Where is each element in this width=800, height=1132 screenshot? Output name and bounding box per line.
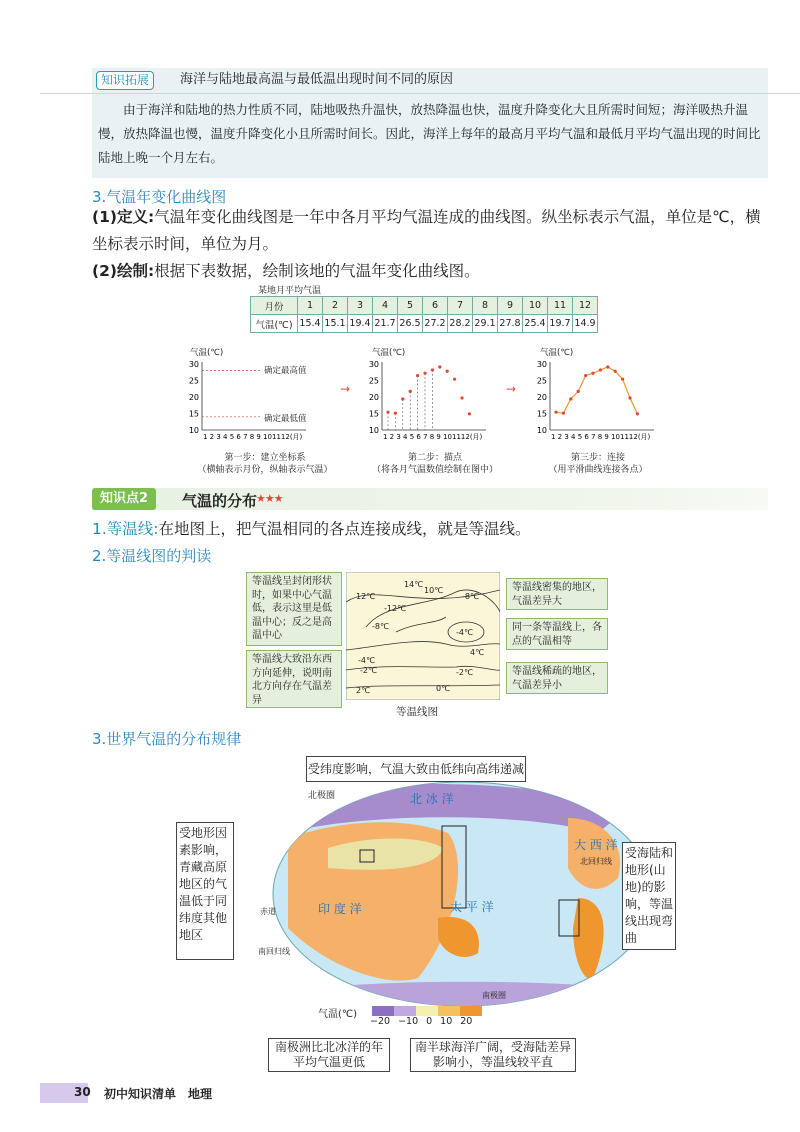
y-tick-label: 30 [536,360,547,369]
label-arctic-circle: 北极圈 [308,791,336,801]
data-point [562,412,565,415]
step2-chart [369,360,486,440]
y-tick-label: 20 [188,393,199,402]
step1-title: 第一步：建立坐标系 [224,453,306,463]
label-tropic-s: 南回归线 [258,947,290,956]
x-tick-labels: 1 2 3 4 5 6 7 8 9 101112(月) [383,433,483,440]
iso-label: -4℃ [358,656,375,665]
legend-scale [372,1006,482,1016]
kp2-title: 气温的分布 [182,492,258,510]
data-point [577,390,580,393]
map-caption: 等温线图 [396,706,438,718]
data-point [599,368,602,371]
table-cell: 25.4 [523,315,548,333]
data-point [569,397,572,400]
y-tick-label: 10 [188,426,199,435]
table-cell: 21.7 [373,315,398,333]
data-point [460,396,463,399]
note-latitude: 受纬度影响，气温大致由低纬向高纬递减 [306,756,526,782]
table-header: 气温(℃) [251,315,298,333]
step3-title: 第三步：连接 [570,453,625,463]
section3-draw [92,258,772,285]
y-tick-label: 20 [368,393,379,402]
kp2-tag: 知识点2 [92,488,156,510]
legend-tick: 10 [440,1016,453,1027]
step3-note: （用平滑曲线连接各点） [548,465,648,475]
y-tick-label: 15 [188,409,199,419]
legend-tick: 20 [460,1016,473,1027]
legend-swatch [460,1006,482,1016]
label-arctic-ocean: 北 冰 洋 [410,792,454,806]
iso-label: 14℃ [404,580,424,589]
legend-title: 气温(℃) [318,1009,358,1020]
callout-same-line: 同一条等温线上，各点的气温相等 [506,618,608,650]
note-antarctica: 南极洲比北冰洋的年平均气温更低 [268,1038,390,1072]
label-indian-ocean: 印 度 洋 [318,902,362,916]
y-tick-label: 25 [536,376,547,386]
item1-head: 1.等温线: [92,520,159,538]
table-cell: 27.2 [423,315,448,333]
label-equator: 赤道 [260,907,276,916]
step2-caption [360,452,510,476]
iso-label: 12℃ [356,592,376,601]
data-point [409,390,412,393]
page-number: 30 [74,1085,91,1099]
step3-caption [528,452,668,476]
star-icon: ★★★ [256,492,283,505]
iso-label: 10℃ [424,586,444,595]
data-point [386,411,389,414]
step1-ylabel: 气温(℃) [190,348,224,358]
table-cell: 2 [323,297,348,315]
draw-label: (2)绘制: [92,262,155,280]
callout-sparse: 等温线稀疏的地区，气温差异小 [506,662,608,694]
data-point [621,378,624,381]
step1-caption [180,452,350,476]
iso-label: 2℃ [356,686,371,695]
table-cell: 5 [398,297,423,315]
header-rule [40,93,800,94]
iso-label: -8℃ [372,622,389,631]
data-point [591,372,594,375]
table-cell: 15.1 [323,315,348,333]
data-point [614,370,617,373]
step2-ylabel: 气温(℃) [372,348,406,358]
table-row-temps [251,315,598,333]
legend-tick: 0 [426,1016,433,1027]
note-terrain: 受地形因素影响，青藏高原地区的气温低于同纬度其他地区 [176,822,234,960]
y-tick-label: 10 [536,426,547,435]
table-cell: 19.7 [548,315,573,333]
step1-note: （横轴表示月份，纵轴表示气温） [197,465,333,475]
draw-text: 根据下表数据，绘制该地的气温年变化曲线图。 [154,262,480,280]
data-point [606,365,609,368]
iso-label: -4℃ [456,628,473,637]
extension-title: 海洋与陆地最高温与最低温出现时间不同的原因 [180,72,454,87]
section3-title: 3.气温年变化曲线图 [92,188,227,206]
y-tick-label: 15 [368,409,379,419]
label-atlantic-ocean: 大 西 洋 [574,838,618,852]
legend-tick: −20 [370,1016,391,1027]
iso-label: -12℃ [384,604,407,613]
table-cell: 26.5 [398,315,423,333]
y-tick-label: 30 [188,360,199,369]
legend-tick: −10 [398,1016,419,1027]
x-tick-labels: 1 2 3 4 5 6 7 8 9 101112(月) [551,433,651,440]
table-cell: 29.1 [473,315,498,333]
data-point [446,370,449,373]
world-title: 3.世界气温的分布规律 [92,730,242,748]
temperature-line [556,367,637,414]
temperature-table [250,296,598,333]
section3-definition [92,204,772,258]
y-tick-label: 15 [536,409,547,419]
footer-text: 初中知识清单 地理 [104,1087,213,1101]
step2-note: （将各月气温数值绘制在图中） [371,465,498,475]
callout-closed-isotherm: 等温线呈封闭形状时，如果中心气温低，表示这里是低温中心；反之是高温中心 [246,572,342,646]
step2-title: 第二步：描点 [407,453,462,463]
arrow-icon: → [340,382,351,396]
iso-label: 0℃ [436,684,451,693]
data-point [394,412,397,415]
table-cell: 10 [523,297,548,315]
label-tropic-n: 北回归线 [580,857,612,866]
extension-body: 由于海洋和陆地的热力性质不同，陆地吸热升温快，放热降温也快，温度升降变化大且所需时间短；海洋吸热升温慢，放热降温也慢，温度升降变化小且所需时间长。因此，海洋上每年的最高月平均气温和最低月平均气温出现的时间比陆地上晚一个月左右。 [98,102,761,165]
item1-text: 在地图上，把气温相同的各点连接成线，就是等温线。 [158,520,531,538]
y-tick-label: 25 [188,376,199,386]
table-cell: 1 [298,297,323,315]
table-cell: 11 [548,297,573,315]
table-cell: 4 [373,297,398,315]
data-point [453,378,456,381]
data-point [584,374,587,377]
kp2-item2-head: 2.等温线图的判读 [92,547,212,565]
iso-label: -2℃ [456,668,473,677]
step3-chart [537,360,654,440]
definition-label: (1)定义: [92,208,155,226]
table-cell: 19.4 [348,315,373,333]
world-map [268,778,658,1010]
data-point [636,412,639,415]
table-cell: 9 [498,297,523,315]
y-tick-label: 25 [368,376,379,386]
iso-label: 4℃ [470,648,485,657]
y-tick-label: 20 [536,393,547,402]
table-row-months [251,297,598,315]
note-land-sea: 受海陆和地形(山地)的影响，等温线出现弯曲 [622,842,676,950]
label-pacific-ocean: 太 平 洋 [450,900,494,914]
iso-label: -2℃ [360,666,377,675]
legend-swatch [372,1006,394,1016]
max-label: 确定最高值 [264,366,307,376]
table-cell: 14.9 [573,315,598,333]
data-point [423,372,426,375]
y-tick-label: 10 [368,426,379,435]
arrow-icon: → [506,382,517,396]
table-cell: 7 [448,297,473,315]
table-cell: 28.2 [448,315,473,333]
table-cell: 3 [348,297,373,315]
legend-swatch [438,1006,460,1016]
x-tick-labels: 1 2 3 4 5 6 7 8 9 101112(月) [203,433,303,440]
data-point [554,411,557,414]
table-cell: 27.8 [498,315,523,333]
y-tick-label: 30 [368,360,379,369]
legend-ticks [370,1016,472,1027]
data-point [431,368,434,371]
extension-tag: 知识拓展 [96,71,154,90]
kp2-item1 [92,516,772,543]
definition-text: 气温年变化曲线图是一年中各月平均气温连成的曲线图。纵坐标表示气温，单位是℃，横坐标表示时间，单位为月。 [92,208,761,253]
legend-swatch [394,1006,416,1016]
label-antarctic-circle: 南极圈 [482,991,506,1000]
data-point [468,412,471,415]
table-header: 月份 [251,297,298,315]
table-cell: 12 [573,297,598,315]
table-cell: 6 [423,297,448,315]
data-point [401,397,404,400]
step-charts [150,340,710,440]
data-point [416,374,419,377]
table-cell: 15.4 [298,315,323,333]
callout-east-west: 等温线大致沿东西方向延伸，说明南北方向存在气温差异 [246,650,342,708]
data-point [628,396,631,399]
min-label: 确定最低值 [264,414,307,424]
data-point [438,365,441,368]
step3-ylabel: 气温(℃) [540,348,574,358]
iso-label: -8℃ [462,592,479,601]
legend-swatch [416,1006,438,1016]
table-cell: 8 [473,297,498,315]
callout-dense: 等温线密集的地区，气温差异大 [506,578,608,610]
table-caption: 某地月平均气温 [258,286,322,296]
note-southern-hemisphere: 南半球海洋广阔，受海陆差异影响小，等温线较平直 [410,1038,576,1072]
